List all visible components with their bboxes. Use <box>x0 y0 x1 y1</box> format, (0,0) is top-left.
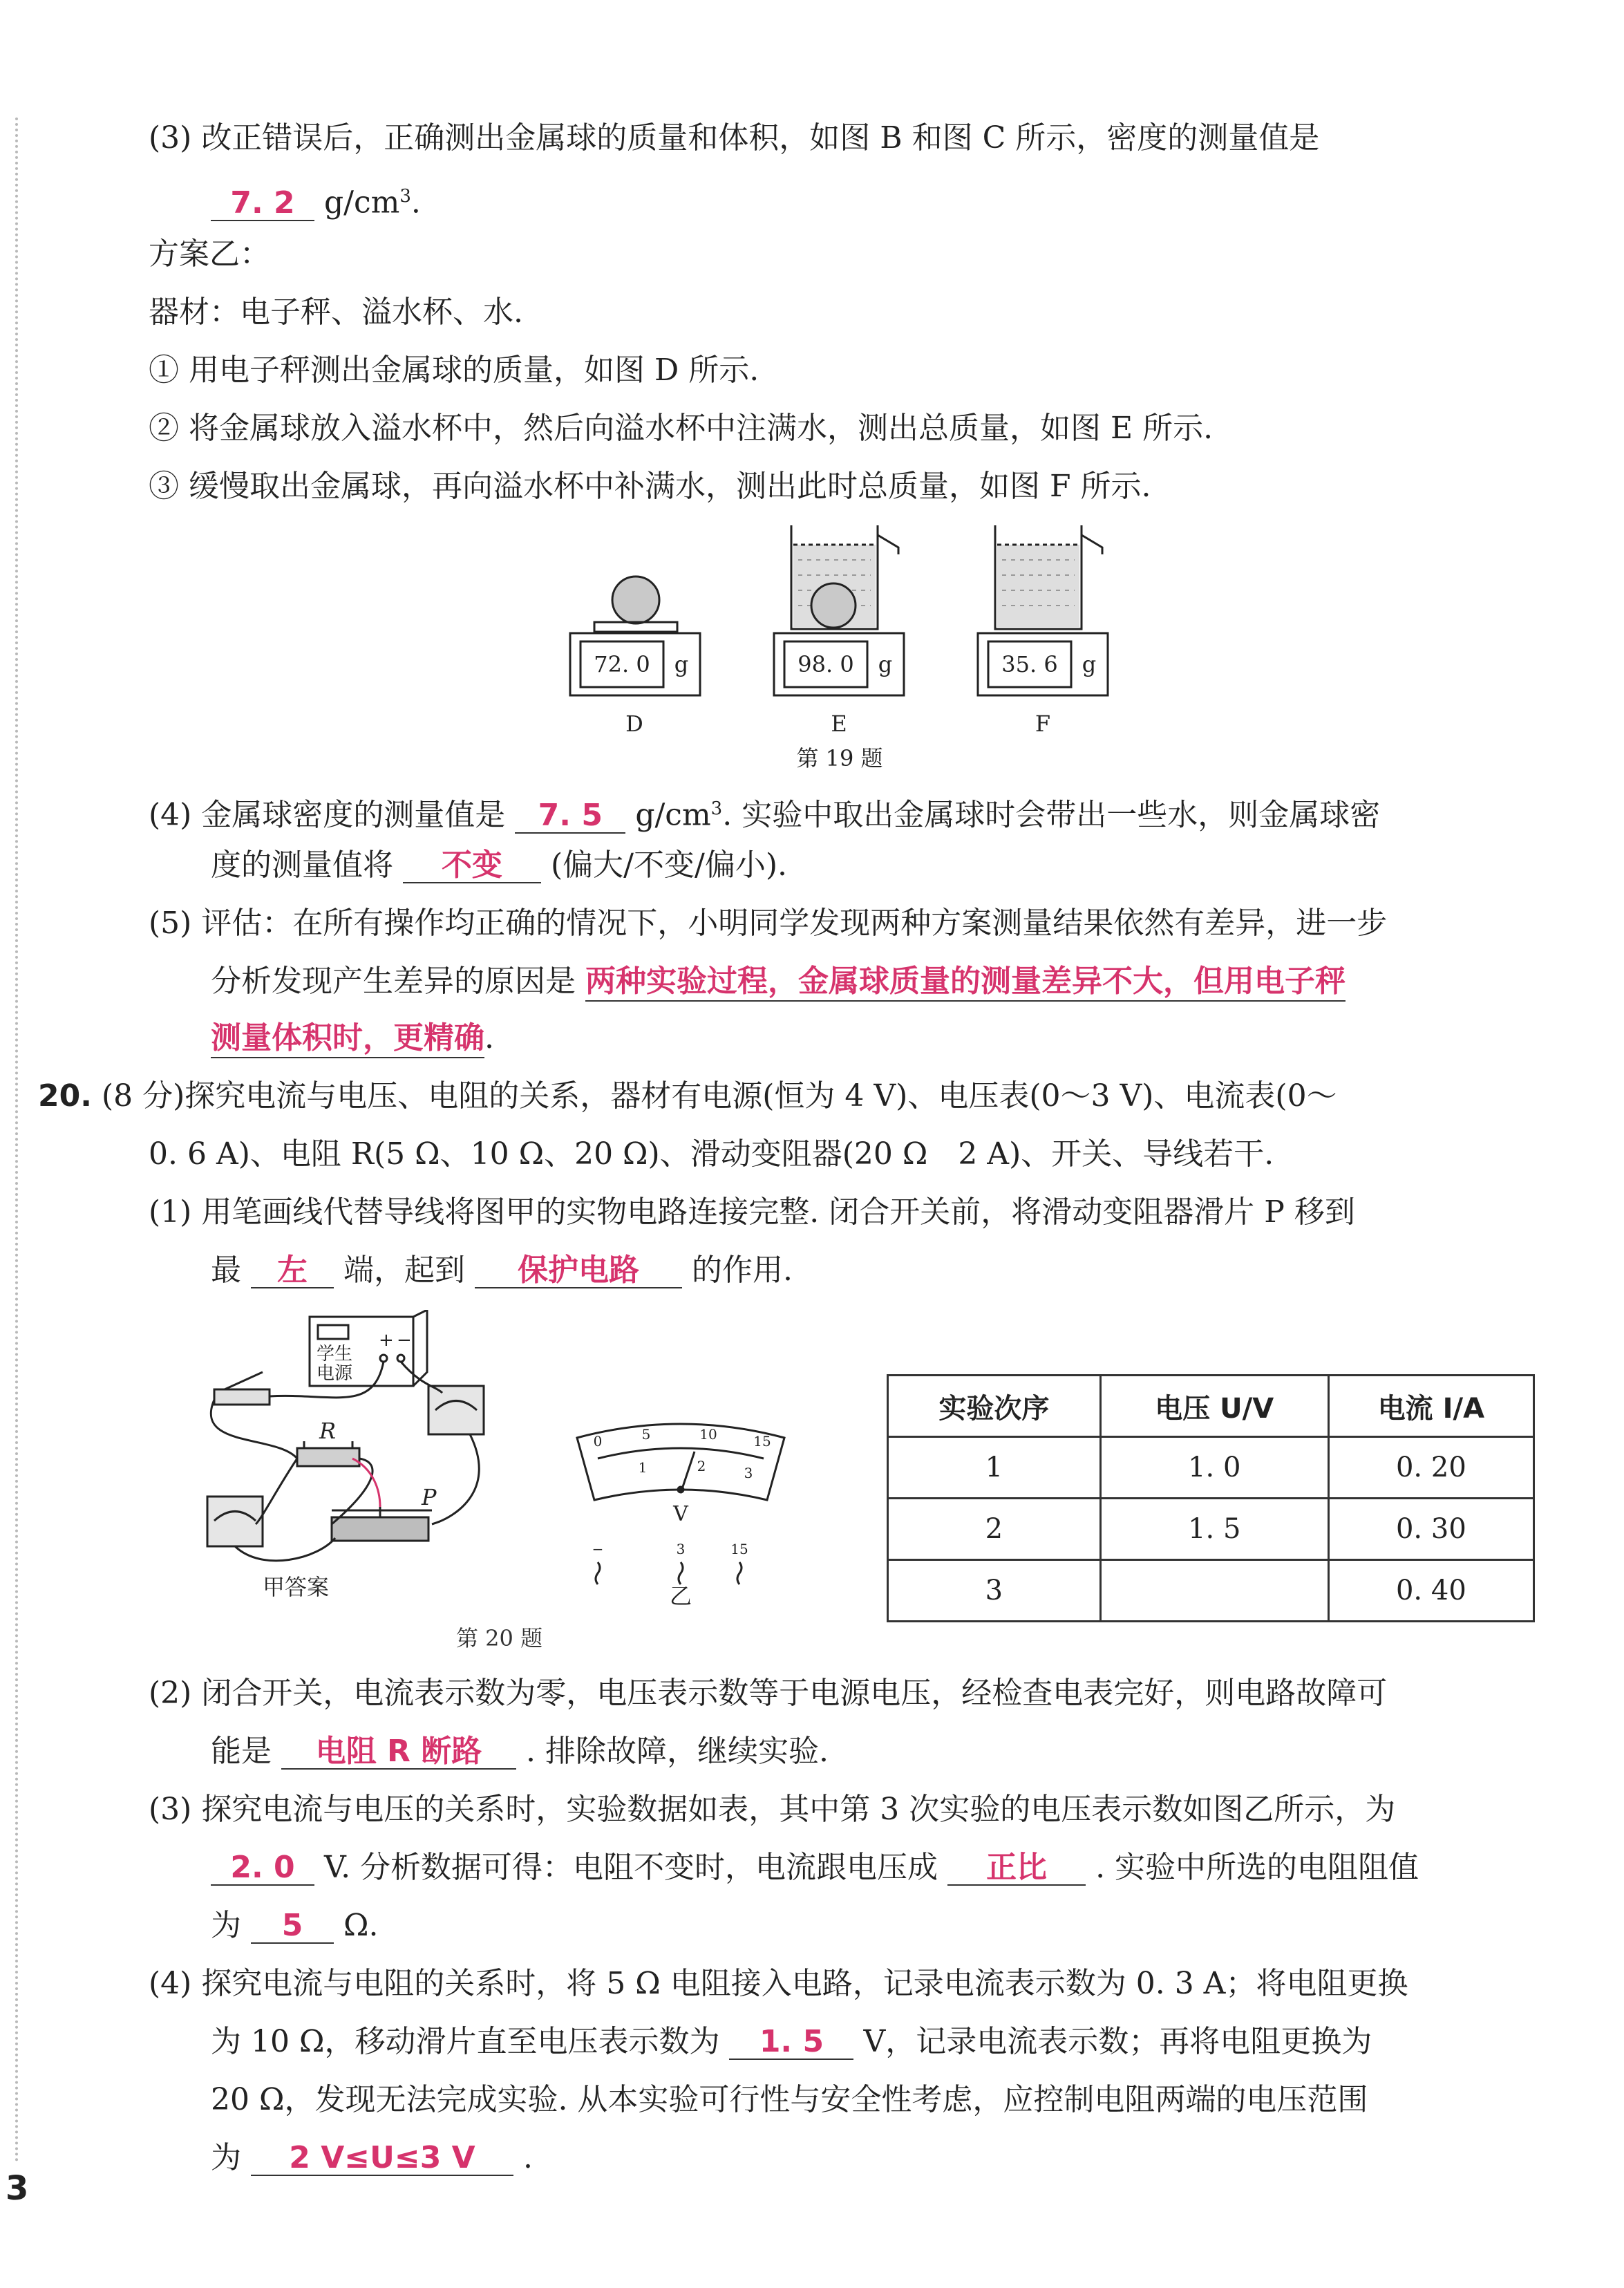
q20-p4-line2: 为 10 Ω，移动滑片直至电压表示数为 1. 5 V，记录电流表示数；再将电阻更换为 <box>211 2021 1372 2063</box>
q19-p5-line2: 分析发现产生差异的原因是 两种实验过程，金属球质量的测量差异不大，但用电子秤 <box>211 961 1346 1002</box>
q20-p3-line1: (3) 探究电流与电压的关系时，实验数据如表，其中第 3 次实验的电压表示数如图乙所示，为 <box>149 1792 1396 1827</box>
plan-b-heading: 方案乙： <box>149 236 270 272</box>
margin-dotted-line <box>15 118 18 2164</box>
resistor-label: R <box>319 1418 337 1444</box>
terminal-15: 15 <box>730 1541 748 1557</box>
dial-bottom-2: 2 <box>697 1458 706 1474</box>
table-header: 电压 U/V <box>1100 1376 1328 1437</box>
q20-p3-line2: 2. 0 V. 分析数据可得：电阻不变时，电流跟电压成 正比 . 实验中所选的电阻阻值 <box>211 1847 1419 1888</box>
terminal-minus: − <box>592 1541 604 1557</box>
scale-d-unit: g <box>674 651 689 677</box>
source-label-2: 电源 <box>317 1363 353 1384</box>
scale-e-reading: 98. 0 <box>797 651 854 677</box>
terminal-3: 3 <box>676 1541 686 1557</box>
q20-p3-line3: 为 5 Ω. <box>211 1905 378 1947</box>
table-cell: 1. 5 <box>1100 1499 1328 1560</box>
q20-p2-line1: (2) 闭合开关，电流表示数为零，电压表示数等于电源电压，经检查电表完好，则电路故障可 <box>149 1676 1388 1711</box>
q19-p5-line3: 测量体积时，更精确. <box>211 1018 494 1059</box>
circuit-caption: 甲答案 <box>263 1574 330 1600</box>
step-2: ② 将金属球放入溢水杯中，然后向溢水杯中注满水，测出总质量，如图 E 所示. <box>149 411 1214 446</box>
slider-label: P <box>422 1484 437 1510</box>
figure-19 <box>553 512 1120 774</box>
label-d: D <box>625 711 643 737</box>
figure-19-caption: 第 19 题 <box>796 745 883 771</box>
voltmeter-figure-yi <box>570 1417 791 1611</box>
table-cell: 1 <box>888 1437 1101 1499</box>
scale-d-reading: 72. 0 <box>594 651 650 677</box>
q19-p4-blank1: 7. 5 <box>515 795 625 834</box>
q20-intro-line1: 20. (8 分)探究电流与电压、电阻的关系，器材有电源(恒为 4 V)、电压表(0～3 V)、电流表(0～ <box>38 1078 1337 1114</box>
q20-p4-line3: 20 Ω，发现无法完成实验. 从本实验可行性与安全性考虑，应控制电阻两端的电压范围 <box>211 2082 1368 2117</box>
q19-p3-blank: 7. 2 <box>211 182 314 221</box>
q19-p4-line2: 度的测量值将 不变 (偏大/不变/偏小). <box>211 845 787 886</box>
q20-p1-blank2: 保护电路 <box>475 1250 682 1288</box>
circuit-figure-jia <box>193 1310 553 1607</box>
table-row <box>888 1560 1534 1622</box>
scale-f-unit: g <box>1082 651 1097 677</box>
dial-bottom-1: 1 <box>638 1459 648 1476</box>
label-f: F <box>1035 711 1051 737</box>
scale-f-reading: 35. 6 <box>1001 651 1058 677</box>
table-header: 实验次序 <box>888 1376 1101 1437</box>
scale-d <box>570 576 700 695</box>
table-cell: 0. 30 <box>1328 1499 1533 1560</box>
step-1: ① 用电子秤测出金属球的质量，如图 D 所示. <box>149 353 759 388</box>
q19-p5-answer-2: 测量体积时，更精确 <box>211 1020 484 1058</box>
scale-e-unit: g <box>878 651 893 677</box>
q20-p2-line2: 能是 电阻 R 断路 . 排除故障，继续实验. <box>211 1731 829 1772</box>
equipment-line: 器材：电子秤、溢水杯、水. <box>149 294 523 330</box>
dial-top-15: 15 <box>753 1433 771 1450</box>
table-cell: 2 <box>888 1499 1101 1560</box>
voltmeter-caption: 乙 <box>669 1583 692 1609</box>
table-cell: 0. 20 <box>1328 1437 1533 1499</box>
q20-p2-blank: 电阻 R 断路 <box>281 1731 516 1770</box>
source-plus: + <box>379 1330 394 1351</box>
table-header-row <box>888 1376 1534 1437</box>
q20-p3-blank2: 正比 <box>947 1847 1086 1886</box>
table-row <box>888 1437 1534 1499</box>
q19-p5-line1: (5) 评估：在所有操作均正确的情况下，小明同学发现两种方案测量结果依然有差异，进一步 <box>149 906 1388 941</box>
data-table <box>887 1374 1535 1622</box>
table-header: 电流 I/A <box>1328 1376 1533 1437</box>
q20-intro-line2: 0. 6 A)、电阻 R(5 Ω、10 Ω、20 Ω)、滑动变阻器(20 Ω 2 A)、开关、导线若干. <box>149 1136 1274 1172</box>
q20-p3-blank1: 2. 0 <box>211 1847 314 1886</box>
q20-p1-line2: 最 左 端，起到 保护电路 的作用. <box>211 1250 793 1291</box>
q20-p3-blank3: 5 <box>251 1905 334 1944</box>
q19-p4-blank2: 不变 <box>403 845 541 883</box>
page-number: 3 <box>6 2169 29 2208</box>
q20-p4-line1: (4) 探究电流与电阻的关系时，将 5 Ω 电阻接入电路，记录电流表示数为 0. 3 A；将电阻更换 <box>149 1966 1408 2001</box>
q20-p4-blank1: 1. 5 <box>729 2021 853 2060</box>
q20-number: 20. <box>38 1078 92 1114</box>
q20-p1-blank1: 左 <box>251 1250 334 1288</box>
q20-p4-line4: 为 2 V≤U≤3 V . <box>211 2137 533 2179</box>
dial-unit: V <box>673 1502 688 1526</box>
table-cell <box>1100 1560 1328 1622</box>
source-label-1: 学生 <box>317 1344 353 1365</box>
dial-top-5: 5 <box>641 1426 651 1443</box>
source-minus: − <box>397 1330 412 1351</box>
table-row <box>888 1499 1534 1560</box>
q19-p5-answer-1: 两种实验过程，金属球质量的测量差异不大，但用电子秤 <box>585 964 1346 1002</box>
q20-p1-line1: (1) 用笔画线代替导线将图甲的实物电路连接完整. 闭合开关前，将滑动变阻器滑片 P 移到 <box>149 1194 1355 1230</box>
q19-p4-line1: (4) 金属球密度的测量值是 7. 5 $g/cm^3$. 实验中取出金属球时会带出一些水，则金属球密 <box>149 788 1380 836</box>
q19-p3-line1: (3) 改正错误后，正确测出金属球的质量和体积，如图 B 和图 C 所示，密度的测量值是 <box>149 120 1320 156</box>
step-3: ③ 缓慢取出金属球，再向溢水杯中补满水，测出此时总质量，如图 F 所示. <box>149 469 1151 504</box>
label-e: E <box>831 711 847 737</box>
table-cell: 1. 0 <box>1100 1437 1328 1499</box>
q19-p3-line2: 7. 2 $g/cm^3$. <box>211 176 421 224</box>
q20-p4-blank2: 2 V≤U≤3 V <box>251 2137 513 2176</box>
table-cell: 3 <box>888 1560 1101 1622</box>
table-cell: 0. 40 <box>1328 1560 1533 1622</box>
figure-20-caption: 第 20 题 <box>456 1625 543 1651</box>
dial-top-10: 10 <box>699 1426 717 1443</box>
dial-top-0: 0 <box>593 1433 603 1450</box>
dial-bottom-3: 3 <box>744 1465 753 1481</box>
